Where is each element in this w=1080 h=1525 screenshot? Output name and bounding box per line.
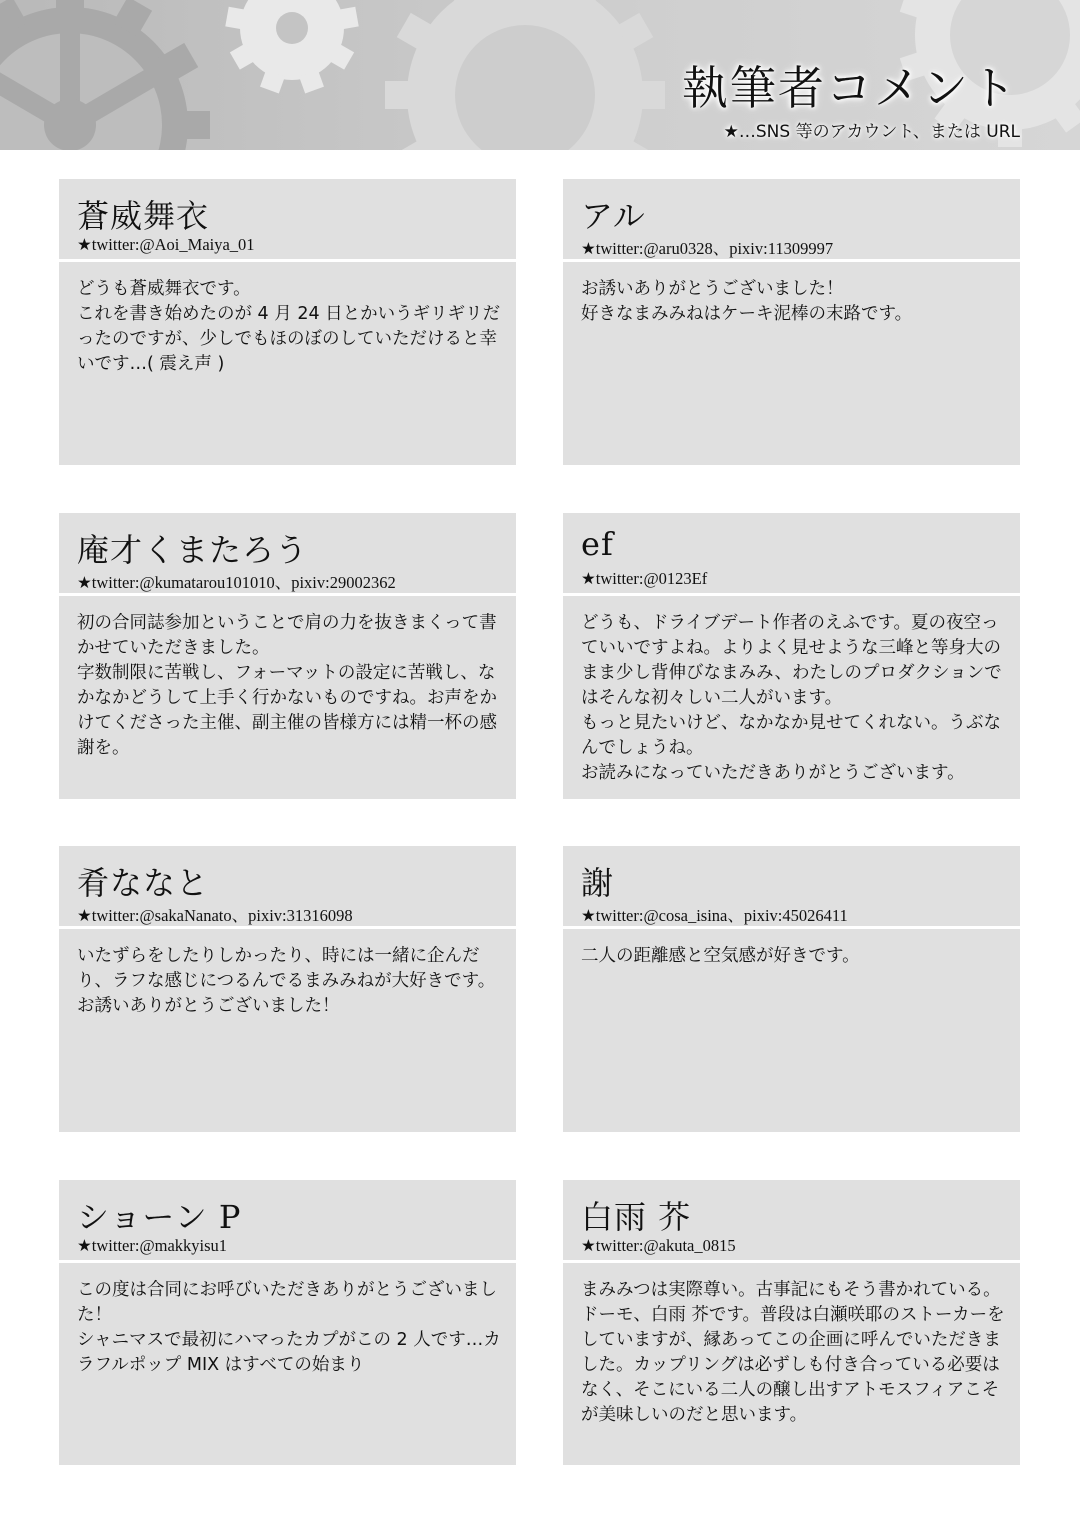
- card-header: [563, 846, 1020, 926]
- author-comment: この度は合同にお呼びいただきありがとうございました！ シャニマスで最初にハマったカプがこの 2 人です…カラフルポップ MIX はすべての始まり: [77, 1280, 501, 1375]
- card-header: [563, 513, 1020, 593]
- author-name: 謝: [581, 864, 615, 902]
- card-body: [59, 596, 516, 799]
- author-account: ★twitter:@akuta_0815: [581, 1236, 736, 1255]
- author-name: 蒼威舞衣: [77, 197, 210, 235]
- card-body: [563, 262, 1020, 465]
- author-comment: 二人の距離感と空気感が好きです。: [581, 946, 860, 966]
- author-name: アル: [581, 197, 646, 235]
- gear-icon: [0, 0, 210, 150]
- card-header: [563, 179, 1020, 259]
- card-body: [563, 596, 1020, 799]
- author-account: ★twitter:@kumatarou101010、pixiv:29002362: [77, 573, 396, 592]
- author-account: ★twitter:@0123Ef: [581, 569, 708, 588]
- header-banner: [0, 0, 1080, 150]
- author-comment: どうも、ドライブデート作者のえふです。夏の夜空っていいですよね。よりよく見せような三峰と等身大のまま少し背伸びなまみみ、わたしのプロダクションではそんな初々しい二人がいます。 もっと見たいけど、なかなか見せてくれない。うぶなんでしょうね。 お読みになっていただきありがとうございます。: [581, 613, 1002, 783]
- author-account: ★twitter:@cosa_isina、pixiv:45026411: [581, 906, 848, 925]
- author-name: ショーン P: [77, 1198, 242, 1236]
- author-account: ★twitter:@aru0328、pixiv:11309997: [581, 239, 834, 258]
- card-header: [59, 1180, 516, 1260]
- author-comment: いたずらをしたりしかったり、時には一緒に企んだり、ラフな感じにつるんでるまみみねが大好きです。 お誘いありがとうございました！: [77, 946, 496, 1016]
- card-header: [59, 179, 516, 259]
- author-account: ★twitter:@Aoi_Maiya_01: [77, 235, 255, 254]
- author-comment: まみみつは実際尊い。古事記にもそう書かれている。ドーモ、白雨 芥です。普段は白瀬咲耶のストーカーをしていますが、縁あってこの企画に呼んでいただきました。カップリングは必ずしも付き合っている必要はなく、そこにいる二人の醸し出すアトモスフィアこそが美味しいのだと思います。: [581, 1280, 1005, 1425]
- card-body: [59, 929, 516, 1132]
- card-header: [59, 513, 516, 593]
- author-name: 白雨 芥: [581, 1198, 692, 1236]
- gear-icon: [385, 0, 665, 150]
- card-body: [563, 929, 1020, 1132]
- account-legend: ★…SNS 等のアカウント、または URL: [723, 122, 1020, 142]
- author-comment: お誘いありがとうございました！ 好きなまみみねはケーキ泥棒の末路です。: [581, 279, 913, 324]
- card-body: [563, 1263, 1020, 1465]
- page-title: 執筆者コメント: [682, 61, 1018, 115]
- author-comment: 初の合同誌参加ということで肩の力を抜きまくって書かせていただきました。 字数制限に苦戦し、フォーマットの設定に苦戦し、なかなかどうして上手く行かないものですね。お声をかけてくださった主催、副主催の皆様方には精一杯の感謝を。: [77, 613, 497, 758]
- author-name: 肴ななと: [77, 864, 210, 902]
- card-body: [59, 1263, 516, 1465]
- author-name: 庵才くまたろう: [77, 531, 309, 569]
- author-comment: どうも蒼威舞衣です。 これを書き始めたのが 4 月 24 日とかいうギリギリだったのですが、少しでもほのぼのしていただけると幸いです…( 震え声 ): [77, 279, 501, 374]
- author-account: ★twitter:@makkyisu1: [77, 1236, 228, 1255]
- author-account: ★twitter:@sakaNanato、pixiv:31316098: [77, 906, 353, 925]
- card-body: [59, 262, 516, 465]
- gear-icon: [225, 0, 358, 93]
- card-header: [563, 1180, 1020, 1260]
- author-name: ef: [581, 525, 614, 563]
- card-header: [59, 846, 516, 926]
